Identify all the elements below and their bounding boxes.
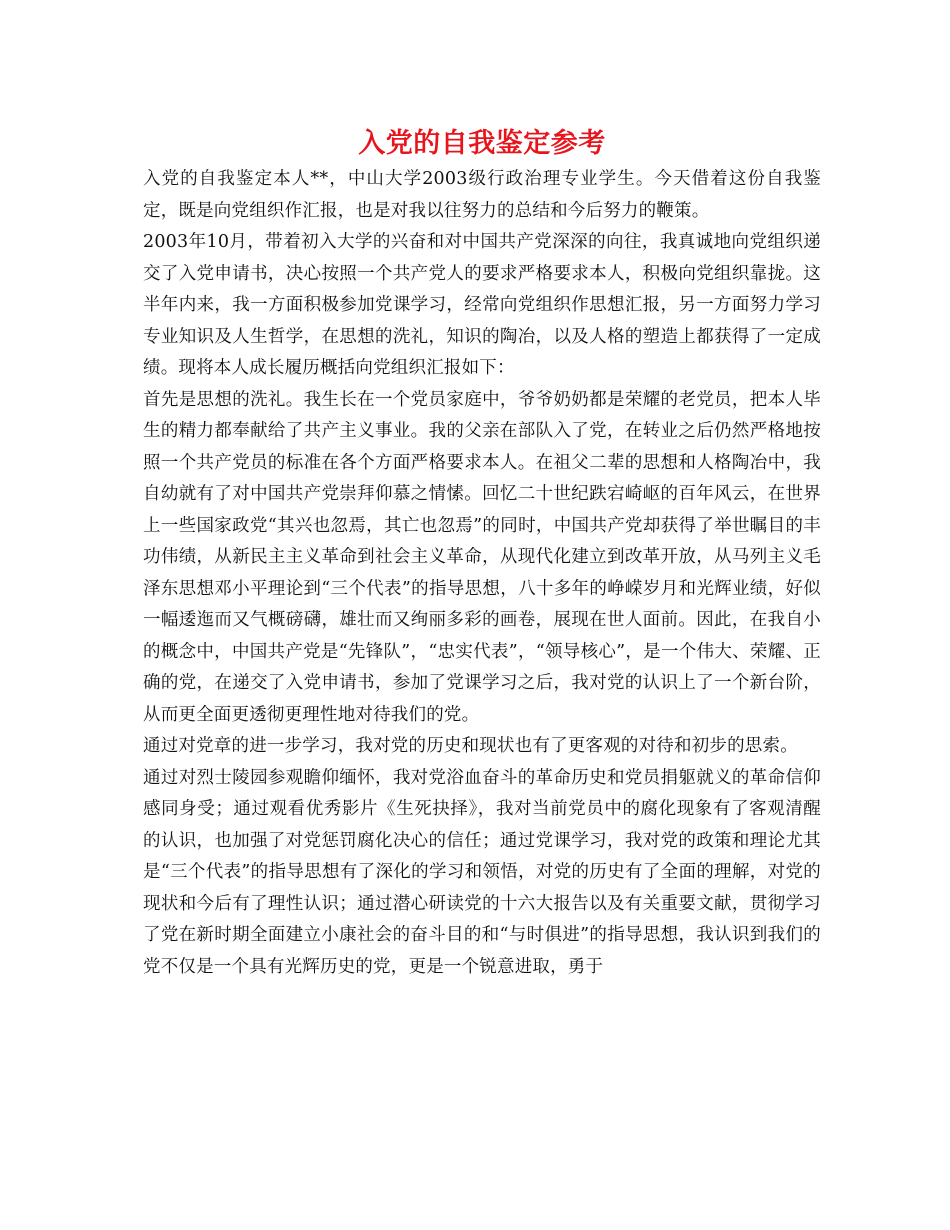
- paragraph-intro: 入党的自我鉴定本人**，中山大学2003级行政治理专业学生。今天借着这份自我鉴定，既是向党组织作汇报，也是对我以往努力的总结和今后努力的鞭策。: [143, 169, 821, 221]
- paragraph-charter-study: 通过对党章的进一步学习，我对党的历史和现状也有了更客观的对待和初步的思索。: [143, 736, 798, 756]
- document-page: [143, 124, 821, 983]
- paragraph-thought: 首先是思想的洗礼。我生长在一个党员家庭中，爷爷奶奶都是荣耀的老党员，把本人毕生的精力都奉献给了共产主义事业。我的父亲在部队入了党，在转业之后仍然严格地按照一个共产党员的标准在各个方面严格要求本人。在祖父二辈的思想和人格陶冶中，我自幼就有了对中国共产党崇拜仰慕之情愫。回忆二十世纪跌宕崎岖的百年风云，在世界上一些国家政党“其兴也忽焉，其亡也忽焉”的同时，中国共产党却获得了举世瞩目的丰功伟绩，从新民主主义革命到社会主义革命，从现代化建立到改革开放，从马列主义毛泽东思想邓小平理论到“三个代表”的指导思想，八十多年的峥嵘岁月和光辉业绩，好似一幅逶迤而又气概磅礴，雄壮而又绚丽多彩的画卷，展现在世人面前。因此，在我自小的概念中，中国共产党是“先锋队”，“忠实代表”，“领导核心”，是一个伟大、荣耀、正确的党，在递交了入党申请书，参加了党课学习之后，我对党的认识上了一个新台阶，从而更全面更透彻更理性地对待我们的党。: [143, 389, 821, 725]
- paragraph-application: 2003年10月，带着初入大学的兴奋和对中国共产党深深的向往，我真诚地向党组织递交了入党申请书，决心按照一个共产党人的要求严格要求本人，积极向党组织靠拢。这半年内来，我一方面积极参加党课学习，经常向党组织作思想汇报，另一方面努力学习专业知识及人生哲学，在思想的洗礼，知识的陶冶，以及人格的塑造上都获得了一定成绩。现将本人成长履历概括向党组织汇报如下：: [143, 232, 821, 378]
- document-body: [143, 164, 821, 983]
- document-title: 入党的自我鉴定参考: [358, 128, 606, 159]
- paragraph-cemetery-visit: 通过对烈士陵园参观瞻仰缅怀，我对党浴血奋斗的革命历史和党员捐躯就义的革命信仰感同身受；通过观看优秀影片《生死抉择》，我对当前党员中的腐化现象有了客观清醒的认识，也加强了对党惩罚腐化决心的信任；通过党课学习，我对党的政策和理论尤其是“三个代表”的指导思想有了深化的学习和领悟，对党的历史有了全面的理解，对党的现状和今后有了理性认识；通过潜心研读党的十六大报告以及有关重要文献，贯彻学习了党在新时期全面建立小康社会的奋斗目的和“与时俱进”的指导思想，我认识到我们的党不仅是一个具有光辉历史的党，更是一个锐意进取，勇于: [143, 767, 821, 977]
